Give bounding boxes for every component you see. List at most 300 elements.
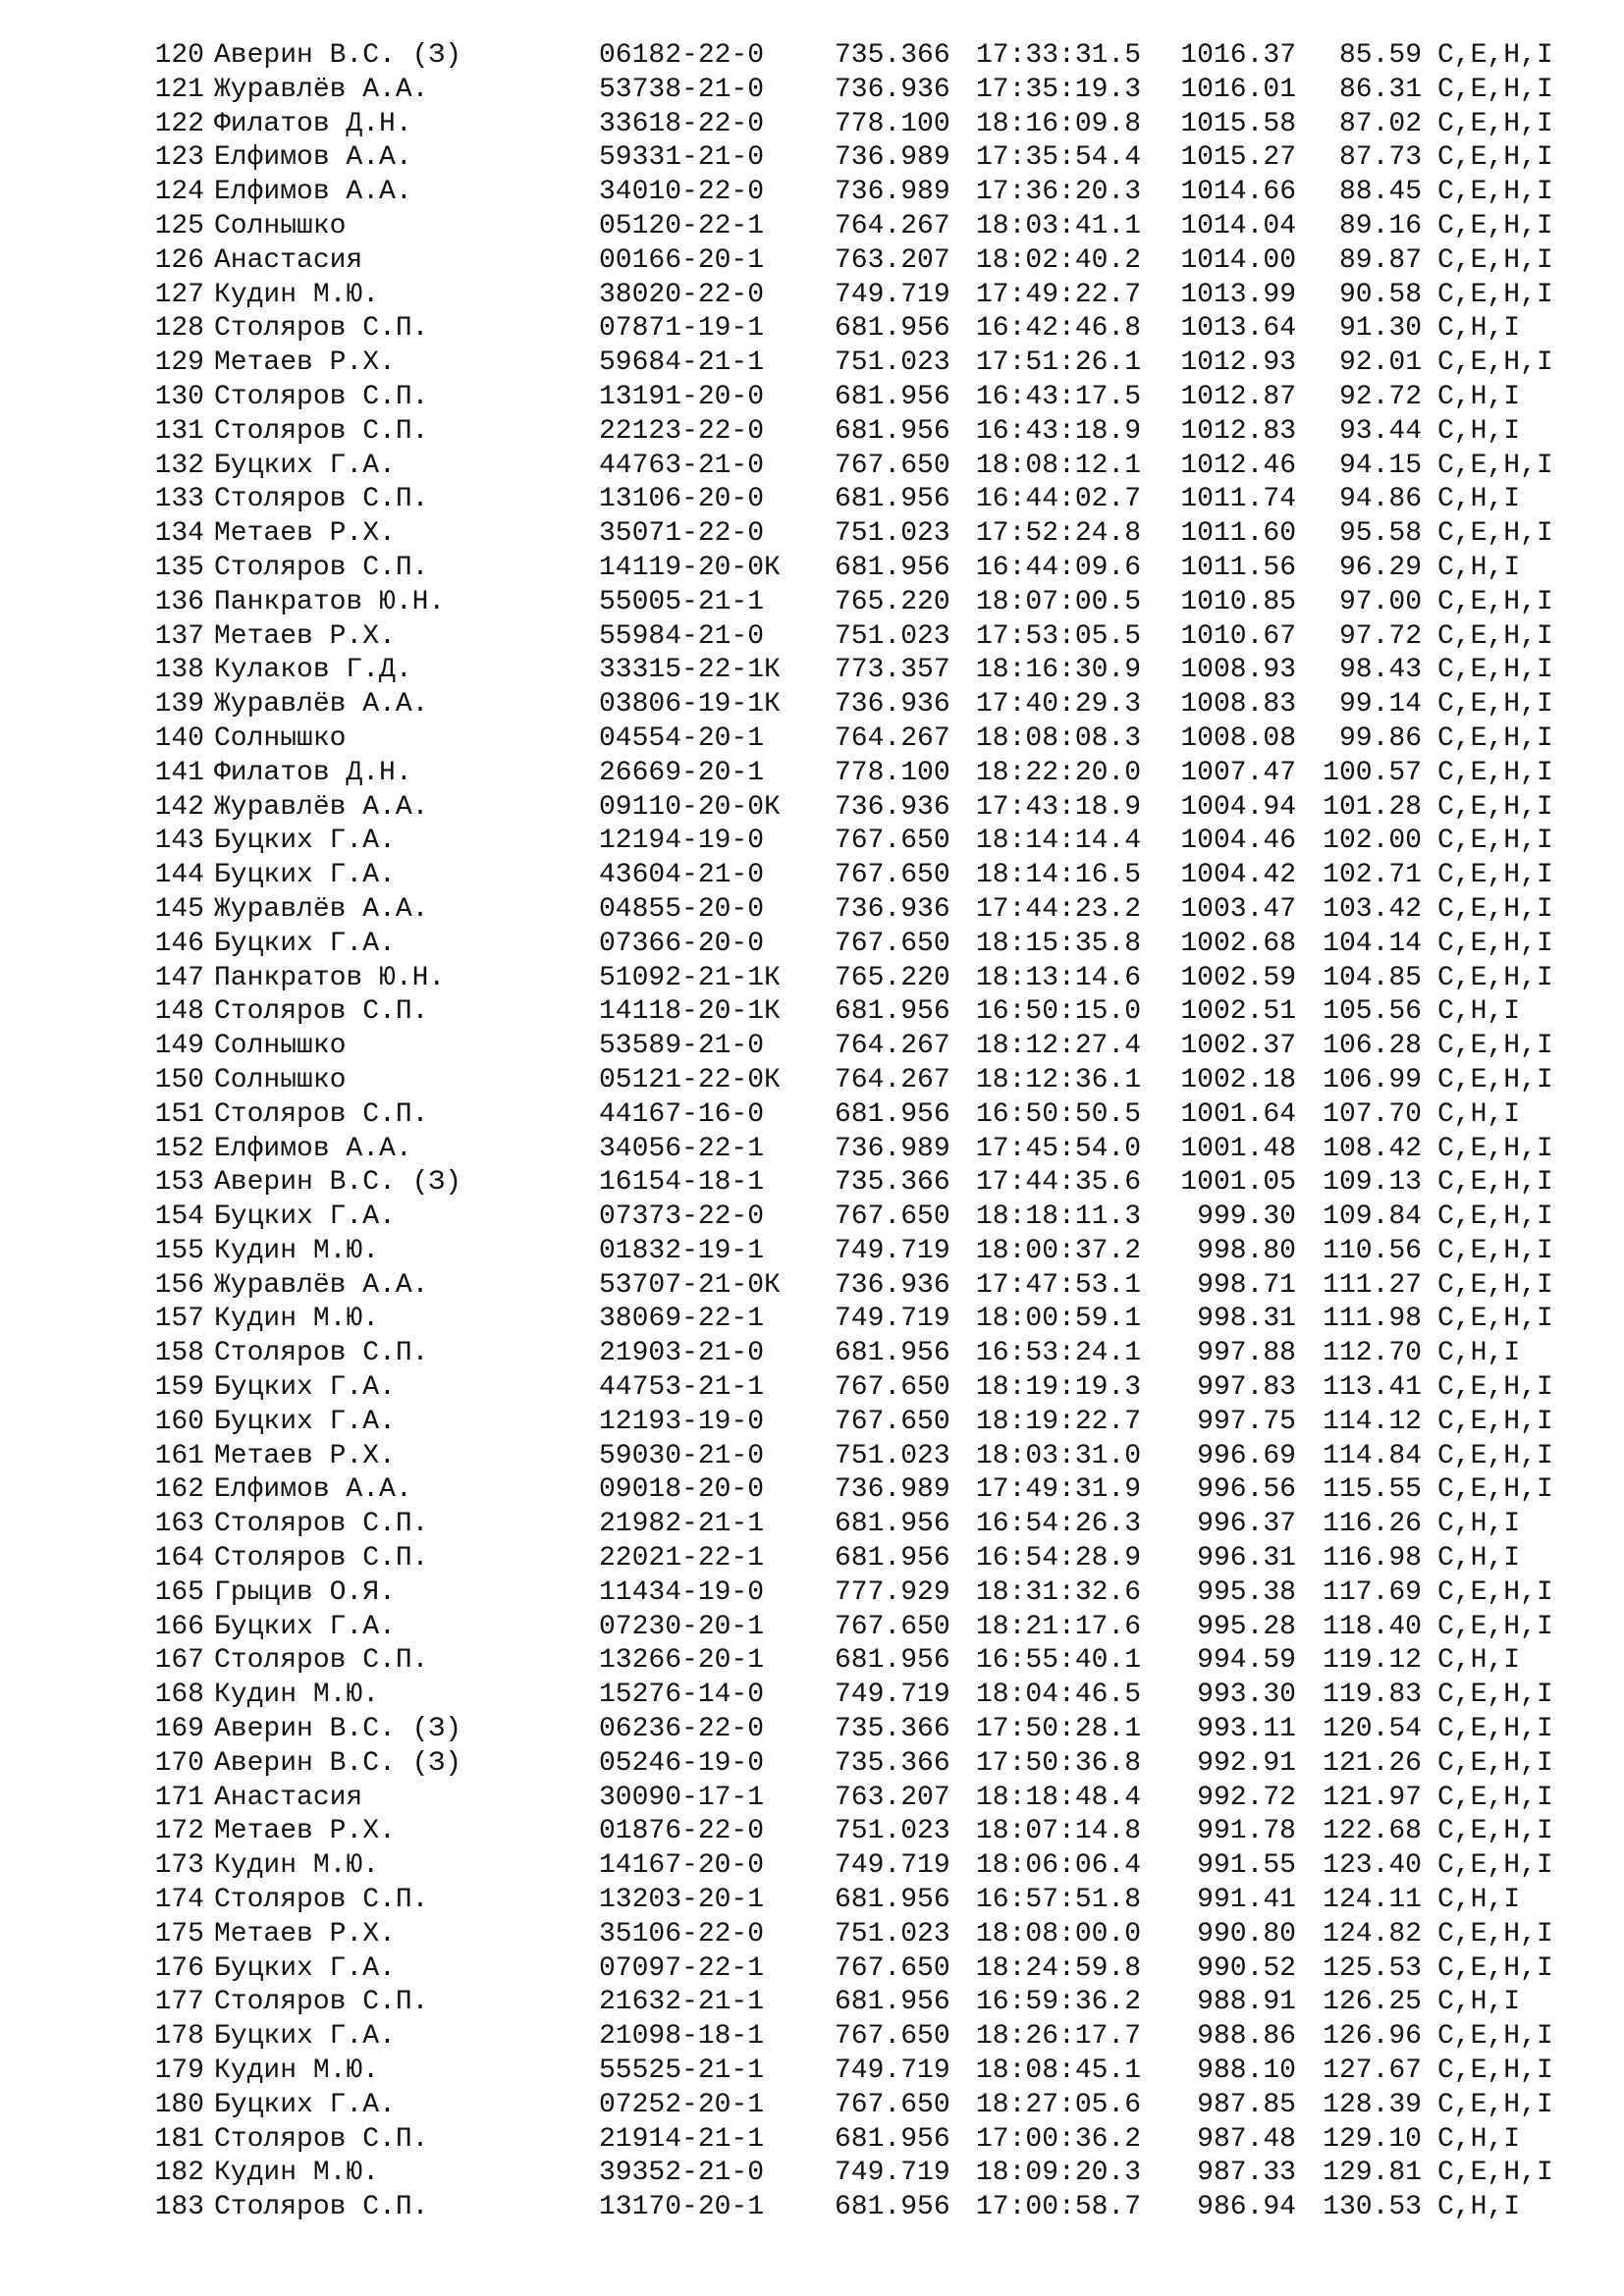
arrival-time: 17:44:35.6 xyxy=(976,1167,1142,1199)
speed: 992.91 xyxy=(1197,1747,1296,1779)
score: 100.57 xyxy=(1323,757,1422,788)
arrival-time: 18:02:40.2 xyxy=(976,244,1142,276)
ring-number: 38020-22-0 xyxy=(599,279,765,310)
ring-number: 11434-19-0 xyxy=(599,1576,765,1608)
row-number: 174 xyxy=(154,1885,204,1916)
score: 124.82 xyxy=(1323,1918,1422,1949)
arrival-time: 18:00:59.1 xyxy=(976,1304,1142,1335)
flags: C,H,I xyxy=(1437,415,1521,447)
flags: C,E,H,I xyxy=(1437,450,1553,481)
distance: 681.956 xyxy=(835,2123,950,2155)
score: 106.99 xyxy=(1323,1064,1422,1095)
row-number: 168 xyxy=(154,1680,204,1711)
participant-name: Аверин В.С. (З) xyxy=(214,40,462,71)
distance: 764.267 xyxy=(835,722,950,754)
arrival-time: 17:50:36.8 xyxy=(976,1747,1142,1779)
score: 96.29 xyxy=(1338,552,1422,583)
speed: 990.80 xyxy=(1197,1918,1296,1949)
ring-number: 05246-19-0 xyxy=(599,1747,765,1779)
participant-name: Елфимов А.А. xyxy=(214,177,412,208)
row-number: 171 xyxy=(154,1782,204,1813)
distance: 735.366 xyxy=(835,1167,950,1199)
distance: 736.989 xyxy=(835,142,950,174)
score: 127.67 xyxy=(1323,2056,1422,2087)
ring-number: 13106-20-0 xyxy=(599,484,765,515)
ring-number: 15276-14-0 xyxy=(599,1680,765,1711)
ring-number: 21098-18-1 xyxy=(599,2021,765,2053)
speed: 991.78 xyxy=(1197,1816,1296,1847)
flags: C,E,H,I xyxy=(1437,928,1553,959)
score: 111.27 xyxy=(1323,1269,1422,1301)
arrival-time: 18:16:30.9 xyxy=(976,655,1142,686)
speed: 1008.83 xyxy=(1180,689,1296,721)
speed: 1016.01 xyxy=(1180,74,1296,105)
distance: 767.650 xyxy=(835,826,950,857)
flags: C,E,H,I xyxy=(1437,1064,1553,1095)
ring-number: 13191-20-0 xyxy=(599,381,765,412)
row-number: 155 xyxy=(154,1235,204,1266)
flags: C,E,H,I xyxy=(1437,1201,1553,1233)
row-number: 166 xyxy=(154,1611,204,1642)
flags: C,E,H,I xyxy=(1437,1611,1553,1642)
flags: C,E,H,I xyxy=(1437,791,1553,823)
distance: 763.207 xyxy=(835,244,950,276)
speed: 1015.58 xyxy=(1180,108,1296,139)
arrival-time: 18:12:27.4 xyxy=(976,1031,1142,1062)
participant-name: Панкратов Ю.Н. xyxy=(214,586,446,617)
participant-name: Журавлёв А.А. xyxy=(214,1269,429,1301)
speed: 1002.51 xyxy=(1180,996,1296,1028)
flags: C,E,H,I xyxy=(1437,962,1553,993)
row-number: 163 xyxy=(154,1509,204,1540)
score: 97.72 xyxy=(1338,620,1422,652)
participant-name: Метаев Р.Х. xyxy=(214,1440,396,1471)
speed: 997.88 xyxy=(1197,1338,1296,1369)
participant-name: Столяров С.П. xyxy=(214,381,429,412)
score: 88.45 xyxy=(1338,177,1422,208)
ring-number: 55525-21-1 xyxy=(599,2056,765,2087)
participant-name: Столяров С.П. xyxy=(214,1645,429,1677)
participant-name: Метаев Р.Х. xyxy=(214,518,396,550)
arrival-time: 18:26:17.7 xyxy=(976,2021,1142,2053)
ring-number: 06182-22-0 xyxy=(599,40,765,71)
participant-name: Кулаков Г.Д. xyxy=(214,655,412,686)
participant-name: Солнышко xyxy=(214,210,347,241)
arrival-time: 17:47:53.1 xyxy=(976,1269,1142,1301)
ring-number: 35071-22-0 xyxy=(599,518,765,550)
ring-number: 26669-20-1 xyxy=(599,757,765,788)
row-number: 142 xyxy=(154,791,204,823)
row-number: 154 xyxy=(154,1201,204,1233)
row-number: 158 xyxy=(154,1338,204,1369)
arrival-time: 18:27:05.6 xyxy=(976,2089,1142,2120)
row-number: 156 xyxy=(154,1269,204,1301)
flags: C,H,I xyxy=(1437,484,1521,515)
flags: C,E,H,I xyxy=(1437,1576,1553,1608)
distance: 681.956 xyxy=(835,415,950,447)
row-number: 130 xyxy=(154,381,204,412)
participant-name: Кудин М.Ю. xyxy=(214,279,380,310)
ring-number: 14167-20-0 xyxy=(599,1850,765,1882)
ring-number: 01832-19-1 xyxy=(599,1235,765,1266)
flags: C,E,H,I xyxy=(1437,655,1553,686)
score: 87.02 xyxy=(1338,108,1422,139)
row-number: 147 xyxy=(154,962,204,993)
distance: 767.650 xyxy=(835,450,950,481)
speed: 1012.93 xyxy=(1180,347,1296,379)
score: 120.54 xyxy=(1323,1714,1422,1745)
speed: 1001.48 xyxy=(1180,1133,1296,1164)
distance: 763.207 xyxy=(835,1782,950,1813)
distance: 751.023 xyxy=(835,620,950,652)
speed: 1004.46 xyxy=(1180,826,1296,857)
flags: C,E,H,I xyxy=(1437,620,1553,652)
speed: 1011.56 xyxy=(1180,552,1296,583)
score: 104.14 xyxy=(1323,928,1422,959)
participant-name: Журавлёв А.А. xyxy=(214,74,429,105)
distance: 681.956 xyxy=(835,1543,950,1575)
flags: C,E,H,I xyxy=(1437,689,1553,721)
ring-number: 35106-22-0 xyxy=(599,1918,765,1949)
row-number: 146 xyxy=(154,928,204,959)
flags: C,E,H,I xyxy=(1437,1133,1553,1164)
ring-number: 34056-22-1 xyxy=(599,1133,765,1164)
flags: C,H,I xyxy=(1437,313,1521,345)
speed: 1012.46 xyxy=(1180,450,1296,481)
arrival-time: 18:06:06.4 xyxy=(976,1850,1142,1882)
row-number: 134 xyxy=(154,518,204,550)
arrival-time: 16:44:02.7 xyxy=(976,484,1142,515)
flags: C,E,H,I xyxy=(1437,1474,1553,1506)
distance: 736.989 xyxy=(835,1474,950,1506)
participant-name: Буцких Г.А. xyxy=(214,1952,396,1984)
distance: 749.719 xyxy=(835,279,950,310)
distance: 777.929 xyxy=(835,1576,950,1608)
ring-number: 44763-21-0 xyxy=(599,450,765,481)
participant-name: Буцких Г.А. xyxy=(214,2021,396,2053)
arrival-time: 18:15:35.8 xyxy=(976,928,1142,959)
arrival-time: 18:07:00.5 xyxy=(976,586,1142,617)
arrival-time: 17:43:18.9 xyxy=(976,791,1142,823)
flags: C,E,H,I xyxy=(1437,757,1553,788)
distance: 767.650 xyxy=(835,1372,950,1404)
ring-number: 34010-22-0 xyxy=(599,177,765,208)
speed: 998.71 xyxy=(1197,1269,1296,1301)
speed: 996.69 xyxy=(1197,1440,1296,1471)
arrival-time: 16:54:28.9 xyxy=(976,1543,1142,1575)
arrival-time: 17:52:24.8 xyxy=(976,518,1142,550)
participant-name: Столяров С.П. xyxy=(214,1885,429,1916)
score: 101.28 xyxy=(1323,791,1422,823)
participant-name: Солнышко xyxy=(214,1031,347,1062)
row-number: 125 xyxy=(154,210,204,241)
ring-number: 44167-16-0 xyxy=(599,1098,765,1130)
distance: 736.936 xyxy=(835,791,950,823)
flags: C,E,H,I xyxy=(1437,1031,1553,1062)
speed: 1008.08 xyxy=(1180,722,1296,754)
participant-name: Филатов Д.Н. xyxy=(214,108,412,139)
speed: 986.94 xyxy=(1197,2192,1296,2223)
ring-number: 21632-21-1 xyxy=(599,1987,765,2018)
flags: C,H,I xyxy=(1437,1987,1521,2018)
distance: 751.023 xyxy=(835,1440,950,1471)
speed: 1013.99 xyxy=(1180,279,1296,310)
score: 109.84 xyxy=(1323,1201,1422,1233)
participant-name: Кудин М.Ю. xyxy=(214,1850,380,1882)
distance: 736.989 xyxy=(835,177,950,208)
row-number: 128 xyxy=(154,313,204,345)
row-number: 151 xyxy=(154,1098,204,1130)
arrival-time: 17:49:22.7 xyxy=(976,279,1142,310)
row-number: 123 xyxy=(154,142,204,174)
arrival-time: 18:14:14.4 xyxy=(976,826,1142,857)
score: 126.25 xyxy=(1323,1987,1422,2018)
row-number: 141 xyxy=(154,757,204,788)
flags: C,E,H,I xyxy=(1437,279,1553,310)
flags: C,E,H,I xyxy=(1437,74,1553,105)
ring-number: 30090-17-1 xyxy=(599,1782,765,1813)
arrival-time: 17:40:29.3 xyxy=(976,689,1142,721)
score: 109.13 xyxy=(1323,1167,1422,1199)
row-number: 138 xyxy=(154,655,204,686)
ring-number: 13203-20-1 xyxy=(599,1885,765,1916)
ring-number: 38069-22-1 xyxy=(599,1304,765,1335)
row-number: 167 xyxy=(154,1645,204,1677)
score: 98.43 xyxy=(1338,655,1422,686)
score: 125.53 xyxy=(1323,1952,1422,1984)
score: 86.31 xyxy=(1338,74,1422,105)
participant-name: Столяров С.П. xyxy=(214,1509,429,1540)
speed: 999.30 xyxy=(1197,1201,1296,1233)
flags: C,E,H,I xyxy=(1437,244,1553,276)
row-number: 143 xyxy=(154,826,204,857)
ring-number: 05120-22-1 xyxy=(599,210,765,241)
flags: C,E,H,I xyxy=(1437,347,1553,379)
flags: C,E,H,I xyxy=(1437,40,1553,71)
speed: 1011.74 xyxy=(1180,484,1296,515)
flags: C,E,H,I xyxy=(1437,1714,1553,1745)
ring-number: 39352-21-0 xyxy=(599,2158,765,2189)
score: 90.58 xyxy=(1338,279,1422,310)
score: 117.69 xyxy=(1323,1576,1422,1608)
arrival-time: 18:16:09.8 xyxy=(976,108,1142,139)
participant-name: Столяров С.П. xyxy=(214,484,429,515)
distance: 764.267 xyxy=(835,1031,950,1062)
arrival-time: 18:31:32.6 xyxy=(976,1576,1142,1608)
speed: 1011.60 xyxy=(1180,518,1296,550)
speed: 1002.37 xyxy=(1180,1031,1296,1062)
score: 104.85 xyxy=(1323,962,1422,993)
score: 116.98 xyxy=(1323,1543,1422,1575)
distance: 749.719 xyxy=(835,1850,950,1882)
ring-number: 07230-20-1 xyxy=(599,1611,765,1642)
distance: 681.956 xyxy=(835,1987,950,2018)
distance: 778.100 xyxy=(835,108,950,139)
participant-name: Метаев Р.Х. xyxy=(214,1816,396,1847)
score: 115.55 xyxy=(1323,1474,1422,1506)
score: 122.68 xyxy=(1323,1816,1422,1847)
flags: C,H,I xyxy=(1437,1885,1521,1916)
arrival-time: 18:08:45.1 xyxy=(976,2056,1142,2087)
participant-name: Буцких Г.А. xyxy=(214,450,396,481)
row-number: 157 xyxy=(154,1304,204,1335)
participant-name: Анастасия xyxy=(214,1782,363,1813)
ring-number: 07373-22-0 xyxy=(599,1201,765,1233)
row-number: 124 xyxy=(154,177,204,208)
row-number: 170 xyxy=(154,1747,204,1779)
distance: 681.956 xyxy=(835,381,950,412)
ring-number: 16154-18-1 xyxy=(599,1167,765,1199)
score: 108.42 xyxy=(1323,1133,1422,1164)
flags: C,H,I xyxy=(1437,381,1521,412)
speed: 992.72 xyxy=(1197,1782,1296,1813)
speed: 1008.93 xyxy=(1180,655,1296,686)
row-number: 181 xyxy=(154,2123,204,2155)
participant-name: Столяров С.П. xyxy=(214,2123,429,2155)
score: 95.58 xyxy=(1338,518,1422,550)
flags: C,H,I xyxy=(1437,1509,1521,1540)
ring-number: 53589-21-0 xyxy=(599,1031,765,1062)
row-number: 183 xyxy=(154,2192,204,2223)
arrival-time: 18:21:17.6 xyxy=(976,1611,1142,1642)
row-number: 164 xyxy=(154,1543,204,1575)
score: 124.11 xyxy=(1323,1885,1422,1916)
arrival-time: 18:22:20.0 xyxy=(976,757,1142,788)
distance: 681.956 xyxy=(835,1645,950,1677)
speed: 1002.68 xyxy=(1180,928,1296,959)
score: 85.59 xyxy=(1338,40,1422,71)
row-number: 173 xyxy=(154,1850,204,1882)
score: 94.86 xyxy=(1338,484,1422,515)
score: 116.26 xyxy=(1323,1509,1422,1540)
score: 106.28 xyxy=(1323,1031,1422,1062)
row-number: 135 xyxy=(154,552,204,583)
arrival-time: 18:09:20.3 xyxy=(976,2158,1142,2189)
participant-name: Кудин М.Ю. xyxy=(214,1235,380,1266)
participant-name: Журавлёв А.А. xyxy=(214,689,429,721)
score: 93.44 xyxy=(1338,415,1422,447)
ring-number: 51092-21-1К xyxy=(599,962,781,993)
row-number: 160 xyxy=(154,1406,204,1437)
speed: 1001.05 xyxy=(1180,1167,1296,1199)
flags: C,E,H,I xyxy=(1437,1304,1553,1335)
arrival-time: 16:54:26.3 xyxy=(976,1509,1142,1540)
ring-number: 13266-20-1 xyxy=(599,1645,765,1677)
participant-name: Елфимов А.А. xyxy=(214,1474,412,1506)
distance: 681.956 xyxy=(835,1509,950,1540)
score: 102.71 xyxy=(1323,860,1422,891)
speed: 1016.37 xyxy=(1180,40,1296,71)
speed: 997.75 xyxy=(1197,1406,1296,1437)
arrival-time: 17:36:20.3 xyxy=(976,177,1142,208)
row-number: 136 xyxy=(154,586,204,617)
participant-name: Солнышко xyxy=(214,1064,347,1095)
distance: 735.366 xyxy=(835,40,950,71)
ring-number: 22021-22-1 xyxy=(599,1543,765,1575)
arrival-time: 18:18:11.3 xyxy=(976,1201,1142,1233)
distance: 751.023 xyxy=(835,1816,950,1847)
speed: 1015.27 xyxy=(1180,142,1296,174)
speed: 996.31 xyxy=(1197,1543,1296,1575)
ring-number: 33618-22-0 xyxy=(599,108,765,139)
row-number: 159 xyxy=(154,1372,204,1404)
distance: 735.366 xyxy=(835,1747,950,1779)
participant-name: Аверин В.С. (З) xyxy=(214,1714,462,1745)
score: 129.10 xyxy=(1323,2123,1422,2155)
speed: 993.11 xyxy=(1197,1714,1296,1745)
flags: C,E,H,I xyxy=(1437,826,1553,857)
arrival-time: 18:19:22.7 xyxy=(976,1406,1142,1437)
arrival-time: 17:00:36.2 xyxy=(976,2123,1142,2155)
speed: 988.10 xyxy=(1197,2056,1296,2087)
distance: 681.956 xyxy=(835,2192,950,2223)
participant-name: Буцких Г.А. xyxy=(214,1372,396,1404)
flags: C,E,H,I xyxy=(1437,1372,1553,1404)
arrival-time: 17:35:19.3 xyxy=(976,74,1142,105)
arrival-time: 18:12:36.1 xyxy=(976,1064,1142,1095)
row-number: 137 xyxy=(154,620,204,652)
score: 121.97 xyxy=(1323,1782,1422,1813)
ring-number: 14119-20-0К xyxy=(599,552,781,583)
row-number: 178 xyxy=(154,2021,204,2053)
participant-name: Столяров С.П. xyxy=(214,1338,429,1369)
arrival-time: 18:08:12.1 xyxy=(976,450,1142,481)
distance: 751.023 xyxy=(835,347,950,379)
distance: 749.719 xyxy=(835,2056,950,2087)
participant-name: Кудин М.Ю. xyxy=(214,2056,380,2087)
row-number: 182 xyxy=(154,2158,204,2189)
distance: 764.267 xyxy=(835,210,950,241)
distance: 681.956 xyxy=(835,552,950,583)
participant-name: Буцких Г.А. xyxy=(214,928,396,959)
flags: C,E,H,I xyxy=(1437,2021,1553,2053)
participant-name: Журавлёв А.А. xyxy=(214,893,429,925)
speed: 998.31 xyxy=(1197,1304,1296,1335)
speed: 1004.42 xyxy=(1180,860,1296,891)
speed: 991.55 xyxy=(1197,1850,1296,1882)
participant-name: Кудин М.Ю. xyxy=(214,1680,380,1711)
score: 97.00 xyxy=(1338,586,1422,617)
score: 110.56 xyxy=(1323,1235,1422,1266)
arrival-time: 17:35:54.4 xyxy=(976,142,1142,174)
arrival-time: 16:50:15.0 xyxy=(976,996,1142,1028)
distance: 681.956 xyxy=(835,1338,950,1369)
row-number: 121 xyxy=(154,74,204,105)
ring-number: 07252-20-1 xyxy=(599,2089,765,2120)
ring-number: 14118-20-1К xyxy=(599,996,781,1028)
participant-name: Буцких Г.А. xyxy=(214,1406,396,1437)
row-number: 150 xyxy=(154,1064,204,1095)
participant-name: Буцких Г.А. xyxy=(214,2089,396,2120)
row-number: 144 xyxy=(154,860,204,891)
distance: 736.936 xyxy=(835,893,950,925)
arrival-time: 16:43:18.9 xyxy=(976,415,1142,447)
participant-name: Метаев Р.Х. xyxy=(214,347,396,379)
ring-number: 13170-20-1 xyxy=(599,2192,765,2223)
distance: 749.719 xyxy=(835,2158,950,2189)
ring-number: 33315-22-1К xyxy=(599,655,781,686)
flags: C,E,H,I xyxy=(1437,177,1553,208)
row-number: 127 xyxy=(154,279,204,310)
speed: 1003.47 xyxy=(1180,893,1296,925)
speed: 1012.87 xyxy=(1180,381,1296,412)
flags: C,E,H,I xyxy=(1437,586,1553,617)
ring-number: 21903-21-0 xyxy=(599,1338,765,1369)
arrival-time: 18:08:08.3 xyxy=(976,722,1142,754)
distance: 778.100 xyxy=(835,757,950,788)
row-number: 152 xyxy=(154,1133,204,1164)
arrival-time: 18:24:59.8 xyxy=(976,1952,1142,1984)
